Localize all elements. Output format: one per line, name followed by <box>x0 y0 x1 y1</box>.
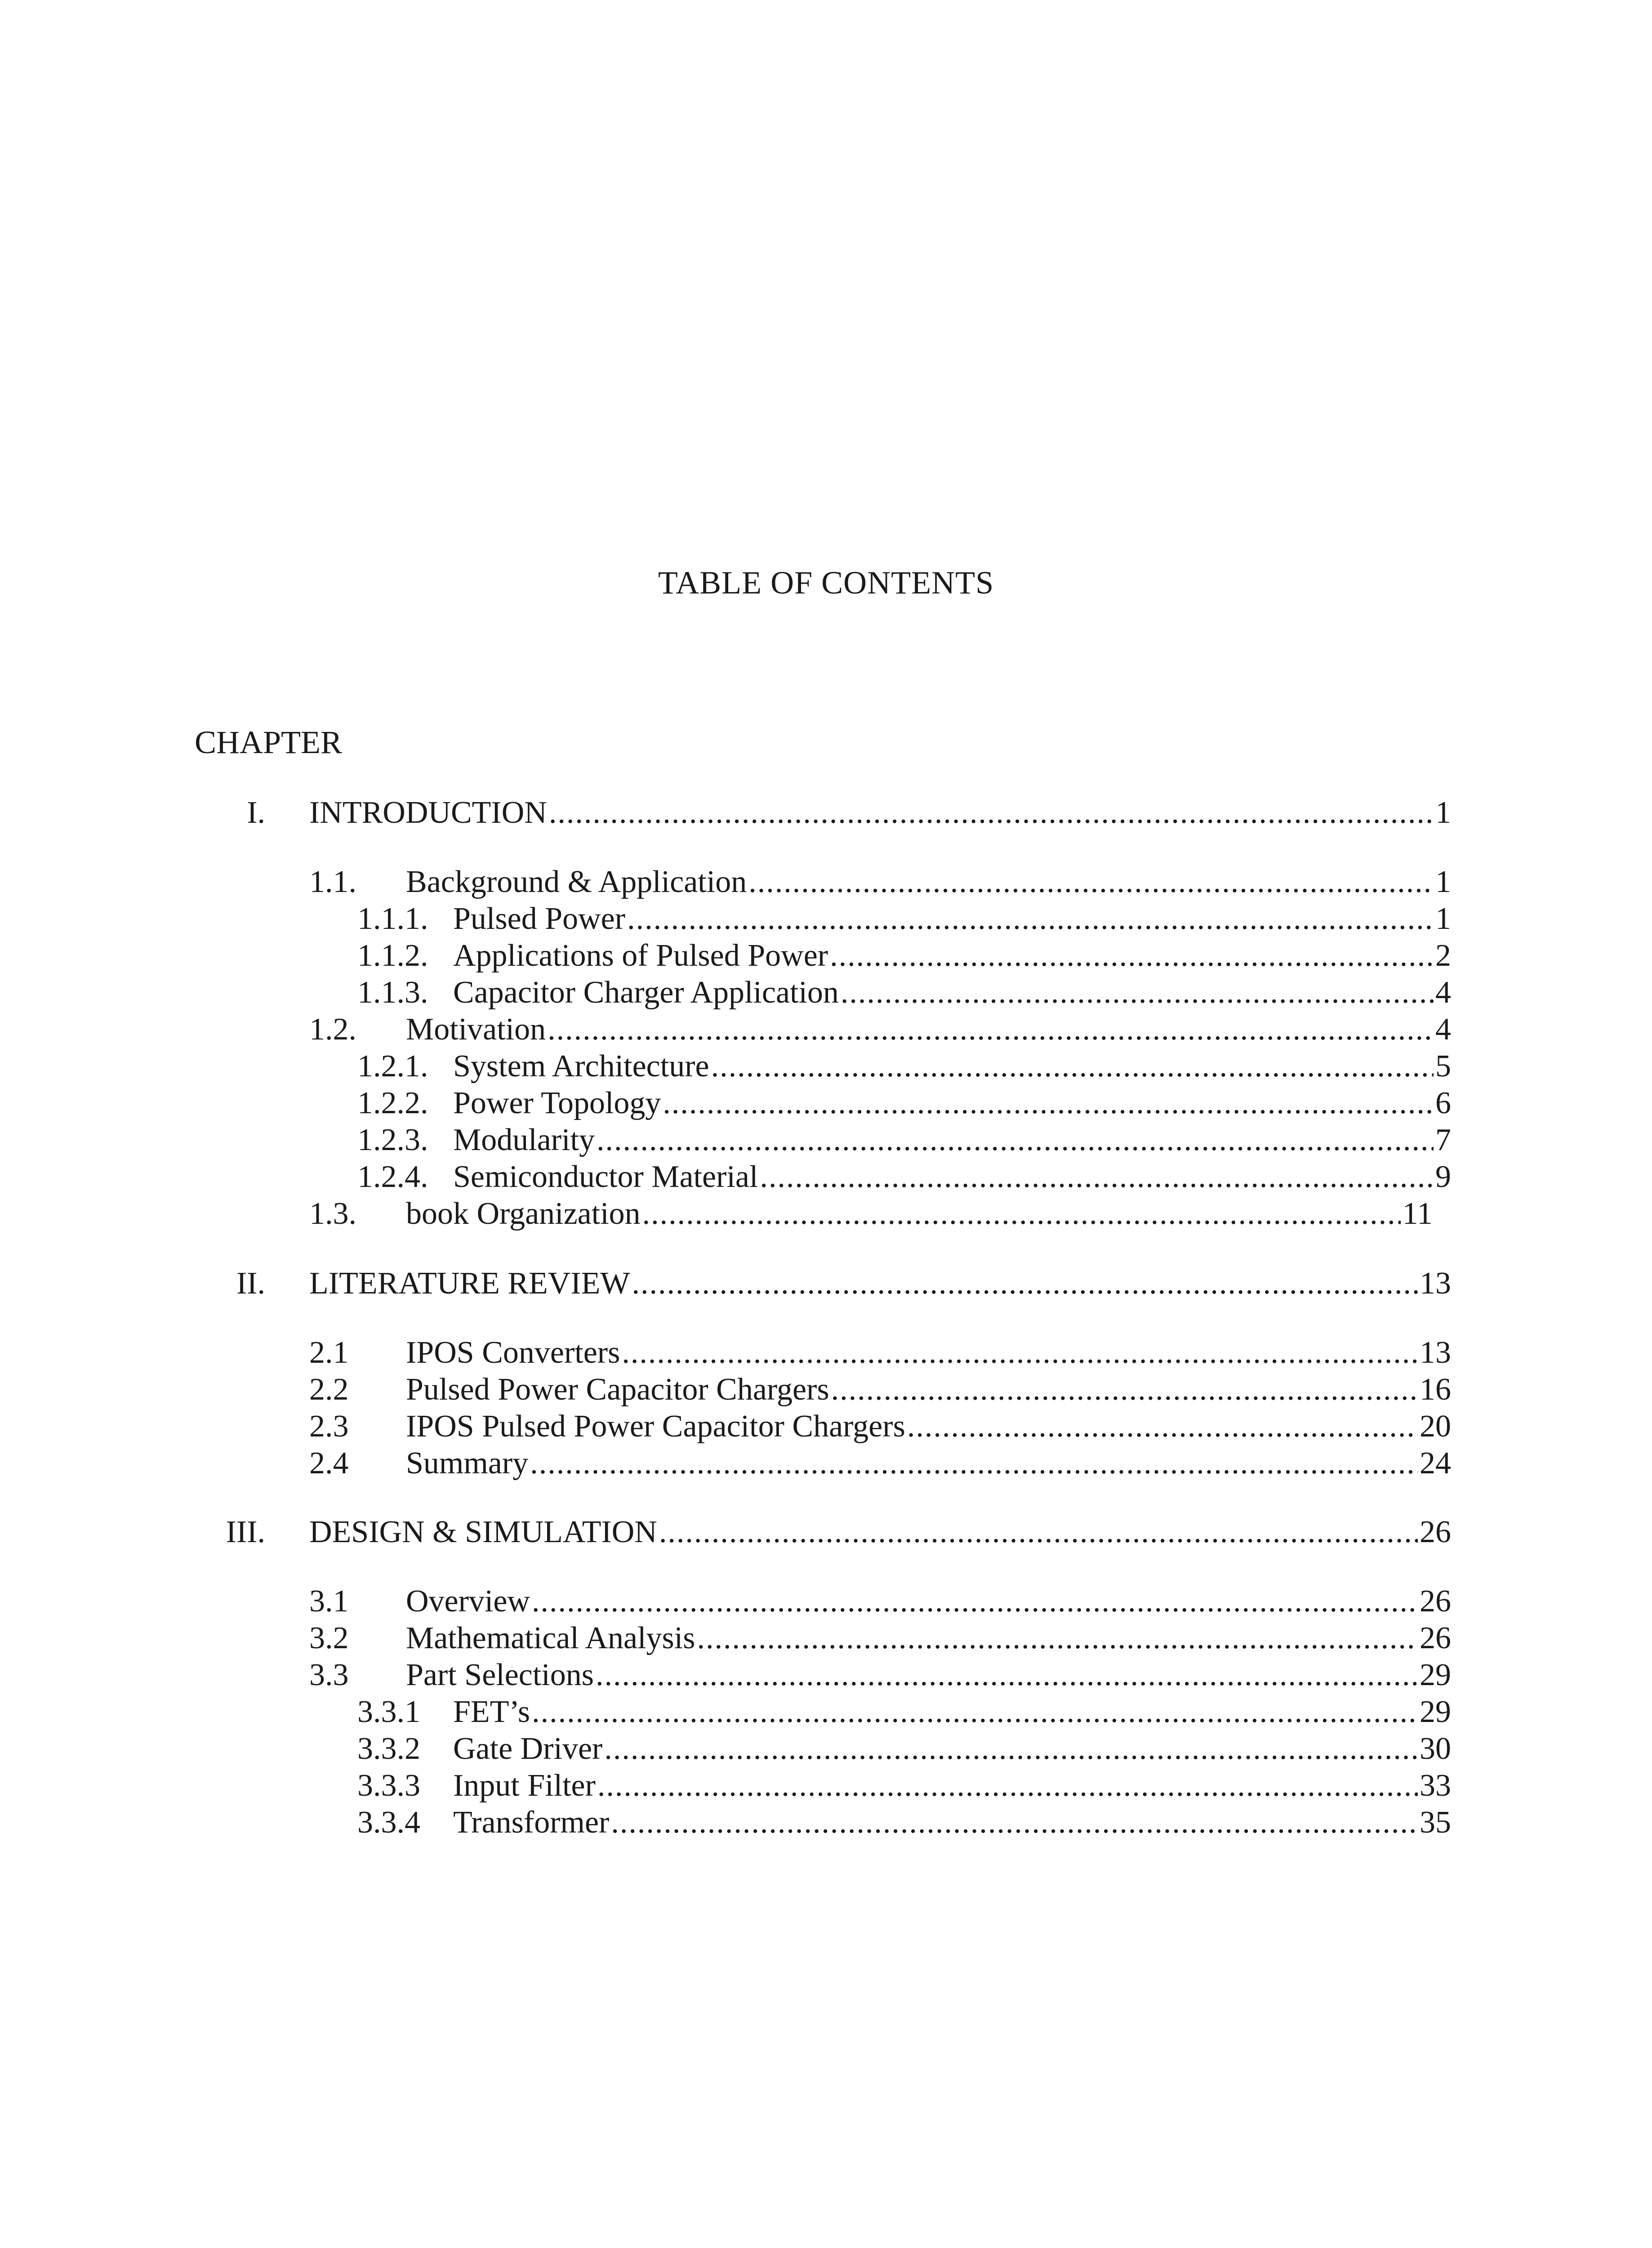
dot-leader <box>611 1802 1418 1843</box>
toc-entry-subsection[interactable] <box>0 1120 1652 1160</box>
toc-entry-page: 20 <box>1420 1409 1451 1444</box>
toc-entry-chapter-2[interactable] <box>0 1263 1652 1304</box>
toc-entry-subsection[interactable] <box>0 936 1652 976</box>
toc-entry-label: Capacitor Charger Application <box>453 975 839 1010</box>
toc-entry-page: 35 <box>1420 1805 1451 1840</box>
toc-entry-subsection[interactable] <box>0 1046 1652 1087</box>
toc-entry-section[interactable] <box>0 1655 1652 1695</box>
toc-entry-chapter-3[interactable] <box>0 1512 1652 1552</box>
toc-entry-section[interactable] <box>0 1406 1652 1447</box>
toc-entry-number: 2.3 <box>309 1409 349 1444</box>
toc-entry-number: 1.2.1. <box>357 1049 428 1084</box>
toc-entry-label: Part Selections <box>406 1658 594 1692</box>
toc-entry-page: 4 <box>1435 975 1451 1010</box>
toc-entry-number: 3.3.1 <box>357 1695 420 1729</box>
toc-entry-page: 26 <box>1420 1621 1451 1655</box>
toc-entry-label: Power Topology <box>453 1086 661 1120</box>
toc-entry-label: LITERATURE REVIEW <box>309 1266 630 1301</box>
toc-entry-chapter-1[interactable] <box>0 793 1652 833</box>
dot-leader <box>697 1618 1418 1659</box>
toc-entry-page: 6 <box>1435 1086 1451 1120</box>
dot-leader <box>532 1692 1418 1732</box>
toc-entry-label: IPOS Pulsed Power Capacitor Chargers <box>406 1409 905 1444</box>
toc-entry-number: 3.1 <box>309 1584 349 1619</box>
toc-entry-label: System Architecture <box>453 1049 709 1084</box>
toc-entry-page: 11 <box>1402 1196 1433 1231</box>
toc-entry-subsection[interactable] <box>0 1692 1652 1732</box>
toc-entry-label: Summary <box>406 1446 529 1481</box>
toc-entry-label: Transformer <box>453 1805 610 1840</box>
toc-entry-number: 1.1.2. <box>357 938 428 973</box>
toc-entry-label: Overview <box>406 1584 530 1619</box>
dot-leader <box>663 1083 1434 1124</box>
toc-entry-page: 13 <box>1420 1335 1451 1370</box>
toc-entry-label: Motivation <box>406 1012 546 1047</box>
toc-entry-label: Mathematical Analysis <box>406 1621 695 1655</box>
toc-entry-number: II. <box>236 1266 265 1301</box>
toc-entry-number: 3.3.4 <box>357 1805 420 1840</box>
toc-entry-number: 1.2.2. <box>357 1086 428 1120</box>
toc-entry-page: 1 <box>1435 795 1451 830</box>
toc-entry-number: 2.1 <box>309 1335 349 1370</box>
toc-entry-label: DESIGN & SIMULATION <box>309 1515 657 1549</box>
toc-entry-number: 1.1. <box>309 865 356 899</box>
dot-leader <box>530 1443 1418 1484</box>
toc-entry-section[interactable] <box>0 1333 1652 1373</box>
dot-leader <box>604 1729 1418 1769</box>
dot-leader <box>831 1369 1418 1410</box>
toc-entry-section[interactable] <box>0 1369 1652 1410</box>
toc-entry-label: Modularity <box>453 1123 595 1157</box>
toc-entry-number: 1.2. <box>309 1012 356 1047</box>
toc-entry-section[interactable] <box>0 1581 1652 1622</box>
toc-entry-label: Semiconductor Material <box>453 1160 758 1194</box>
toc-entry-number: 3.3.2 <box>357 1731 420 1766</box>
toc-entry-label: Gate Driver <box>453 1731 603 1766</box>
dot-leader <box>597 1120 1434 1160</box>
toc-entry-page: 33 <box>1420 1768 1451 1803</box>
toc-entry-label: Applications of Pulsed Power <box>453 938 828 973</box>
dot-leader <box>549 793 1434 833</box>
toc-entry-number: 3.2 <box>309 1621 349 1655</box>
toc-entry-page: 13 <box>1420 1266 1451 1301</box>
dot-leader <box>597 1766 1418 1806</box>
toc-entry-label: Pulsed Power <box>453 901 626 936</box>
toc-entry-subsection[interactable] <box>0 1729 1652 1769</box>
toc-entry-section[interactable] <box>0 1443 1652 1484</box>
toc-entry-page: 29 <box>1420 1695 1451 1729</box>
dot-leader <box>548 1009 1434 1050</box>
toc-entry-label: Input Filter <box>453 1768 596 1803</box>
toc-entry-number: 1.2.4. <box>357 1160 428 1194</box>
dot-leader <box>622 1333 1418 1373</box>
toc-entry-number: III. <box>226 1515 265 1549</box>
dot-leader <box>632 1263 1418 1304</box>
page-title: TABLE OF CONTENTS <box>658 565 994 601</box>
dot-leader <box>659 1512 1418 1552</box>
toc-entry-label: book Organization <box>406 1196 641 1231</box>
toc-entry-label: INTRODUCTION <box>309 795 547 830</box>
dot-leader <box>760 1157 1434 1197</box>
toc-entry-subsection[interactable] <box>0 1157 1652 1197</box>
toc-entry-number: 1.3. <box>309 1196 356 1231</box>
toc-entry-number: 2.4 <box>309 1446 349 1481</box>
toc-entry-subsection[interactable] <box>0 1083 1652 1124</box>
toc-entry-page: 1 <box>1435 865 1451 899</box>
dot-leader <box>532 1581 1418 1622</box>
toc-entry-page: 30 <box>1420 1731 1451 1766</box>
dot-leader <box>711 1046 1434 1087</box>
toc-entry-subsection[interactable] <box>0 1766 1652 1806</box>
toc-entry-number: 3.3.3 <box>357 1768 420 1803</box>
toc-entry-label: Background & Application <box>406 865 747 899</box>
toc-entry-page: 9 <box>1435 1160 1451 1194</box>
toc-entry-subsection[interactable] <box>0 899 1652 939</box>
toc-entry-section[interactable] <box>0 862 1652 902</box>
toc-entry-number: 1.2.3. <box>357 1123 428 1157</box>
toc-entry-page: 29 <box>1420 1658 1451 1692</box>
toc-entry-number: 3.3 <box>309 1658 349 1692</box>
toc-entry-page: 5 <box>1435 1049 1451 1084</box>
toc-entry-section[interactable] <box>0 1618 1652 1659</box>
toc-entry-page: 4 <box>1435 1012 1451 1047</box>
toc-entry-subsection[interactable] <box>0 1802 1652 1843</box>
dot-leader <box>748 862 1434 902</box>
toc-entry-section[interactable] <box>0 1009 1652 1050</box>
toc-entry-page: 26 <box>1420 1515 1451 1549</box>
toc-entry-page: 2 <box>1435 938 1451 973</box>
dot-leader <box>830 936 1434 976</box>
toc-entry-label: FET’s <box>453 1695 530 1729</box>
toc-entry-page: 1 <box>1435 901 1451 936</box>
toc-entry-page: 7 <box>1435 1123 1451 1157</box>
toc-entry-page: 16 <box>1420 1372 1451 1407</box>
toc-entry-number: 1.1.1. <box>357 901 428 936</box>
toc-entry-page: 24 <box>1420 1446 1451 1481</box>
dot-leader <box>596 1655 1418 1695</box>
dot-leader <box>907 1406 1418 1447</box>
toc-entry-number: 1.1.3. <box>357 975 428 1010</box>
toc-entry-page: 26 <box>1420 1584 1451 1619</box>
toc-entry-label: Pulsed Power Capacitor Chargers <box>406 1372 829 1407</box>
chapter-heading: CHAPTER <box>195 724 343 760</box>
dot-leader <box>642 1194 1401 1234</box>
toc-entry-subsection[interactable] <box>0 972 1652 1013</box>
toc-entry-label: IPOS Converters <box>406 1335 620 1370</box>
dot-leader <box>627 899 1434 939</box>
toc-entry-number: 2.2 <box>309 1372 349 1407</box>
toc-entry-section[interactable] <box>0 1194 1652 1234</box>
dot-leader <box>841 972 1434 1013</box>
toc-entry-number: I. <box>247 795 265 830</box>
